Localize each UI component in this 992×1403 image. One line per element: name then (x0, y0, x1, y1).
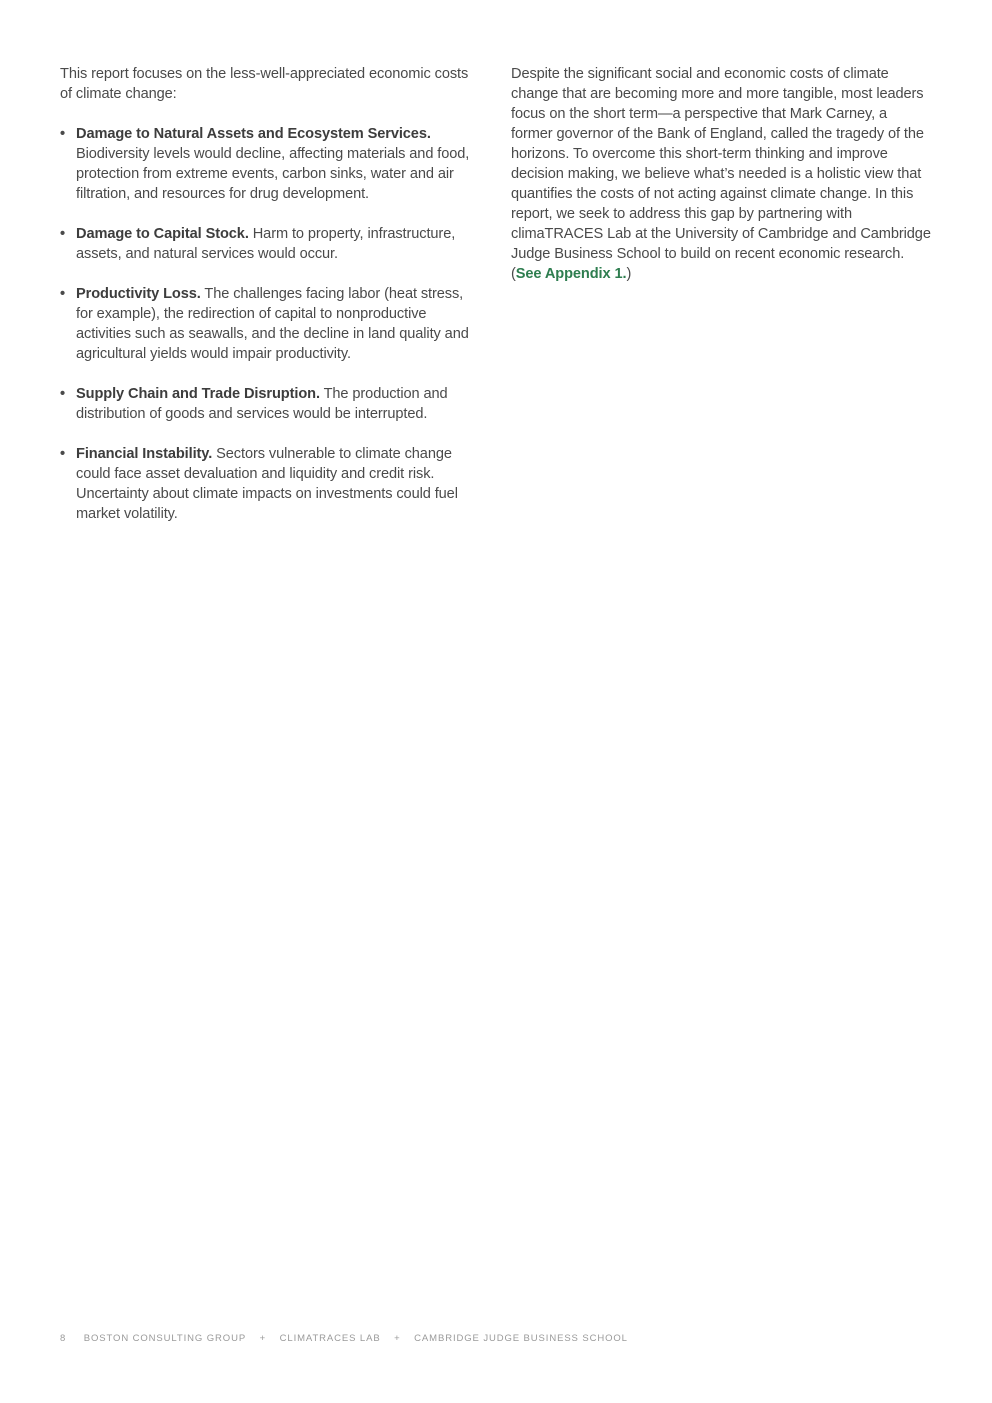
list-item-title: Supply Chain and Trade Disruption. (76, 386, 320, 402)
bullet-icon: • (60, 286, 66, 302)
list-item (60, 384, 478, 424)
footer-separator: + (259, 1333, 267, 1344)
list-item (60, 444, 478, 524)
closing-paren: ) (626, 266, 632, 282)
bullet-icon: • (60, 226, 66, 242)
footer-org-bcg: BOSTON CONSULTING GROUP (83, 1333, 247, 1344)
appendix-link[interactable]: See Appendix 1. (515, 266, 627, 282)
footer-separator: + (394, 1333, 401, 1344)
footer-org-climatraces: CLIMATRACES LAB (279, 1333, 381, 1344)
page-footer (60, 1333, 628, 1344)
list-item-text: Biodiversity levels would decline, affecting materials and food, protection from extreme events, carbon sinks, water and air filtration, and resources for drug development. (76, 146, 470, 202)
context-paragraph (511, 64, 931, 284)
cost-list (60, 124, 478, 524)
bullet-icon: • (60, 446, 66, 462)
page-number: 8 (60, 1333, 67, 1344)
list-item-text: The challenges facing labor (heat stress, for example), the redirection of capital to nonproductive activities such as seawalls, and the decline in land quality and agricultural yields would impair productivity. (76, 286, 469, 362)
list-item (60, 224, 478, 264)
list-item (60, 124, 478, 204)
list-item-text: Sectors vulnerable to climate change could face asset devaluation and liquidity and credit risk. Uncertainty about climate impacts on investments could fuel market volatility. (76, 446, 458, 522)
list-item-title: Damage to Capital Stock. (76, 226, 249, 242)
list-item-text: Harm to property, infrastructure, assets, and natural services would occur. (76, 226, 456, 262)
list-item-title: Damage to Natural Assets and Ecosystem Services. (76, 126, 431, 142)
right-column (511, 64, 931, 284)
list-item-title: Productivity Loss. (76, 286, 201, 302)
context-paragraph-text: Despite the significant social and economic costs of climate change that are becoming more and more tangible, most leaders focus on the short term—a perspective that Mark Carney, a former governor of the Bank of England, called the tragedy of the horizons. To overcome this short-term thinking and improve decision making, we believe what’s needed is a holistic view that quantifies the costs of not acting against climate change. In this report, we seek to address this gap by partnering with climaTRACES Lab at the University of Cambridge and Cambridge Judge Business School to build on recent economic research. ( (511, 66, 931, 282)
bullet-icon: • (60, 386, 66, 402)
left-column (60, 64, 478, 544)
bullet-icon: • (60, 126, 66, 142)
list-item-text: The production and distribution of goods and services would be interrupted. (76, 386, 448, 422)
intro-paragraph: This report focuses on the less-well-appreciated economic costs of climate change: (60, 66, 469, 102)
list-item (60, 284, 478, 364)
list-item-title: Financial Instability. (76, 446, 213, 462)
footer-org-cambridge: CAMBRIDGE JUDGE BUSINESS SCHOOL (414, 1333, 628, 1344)
